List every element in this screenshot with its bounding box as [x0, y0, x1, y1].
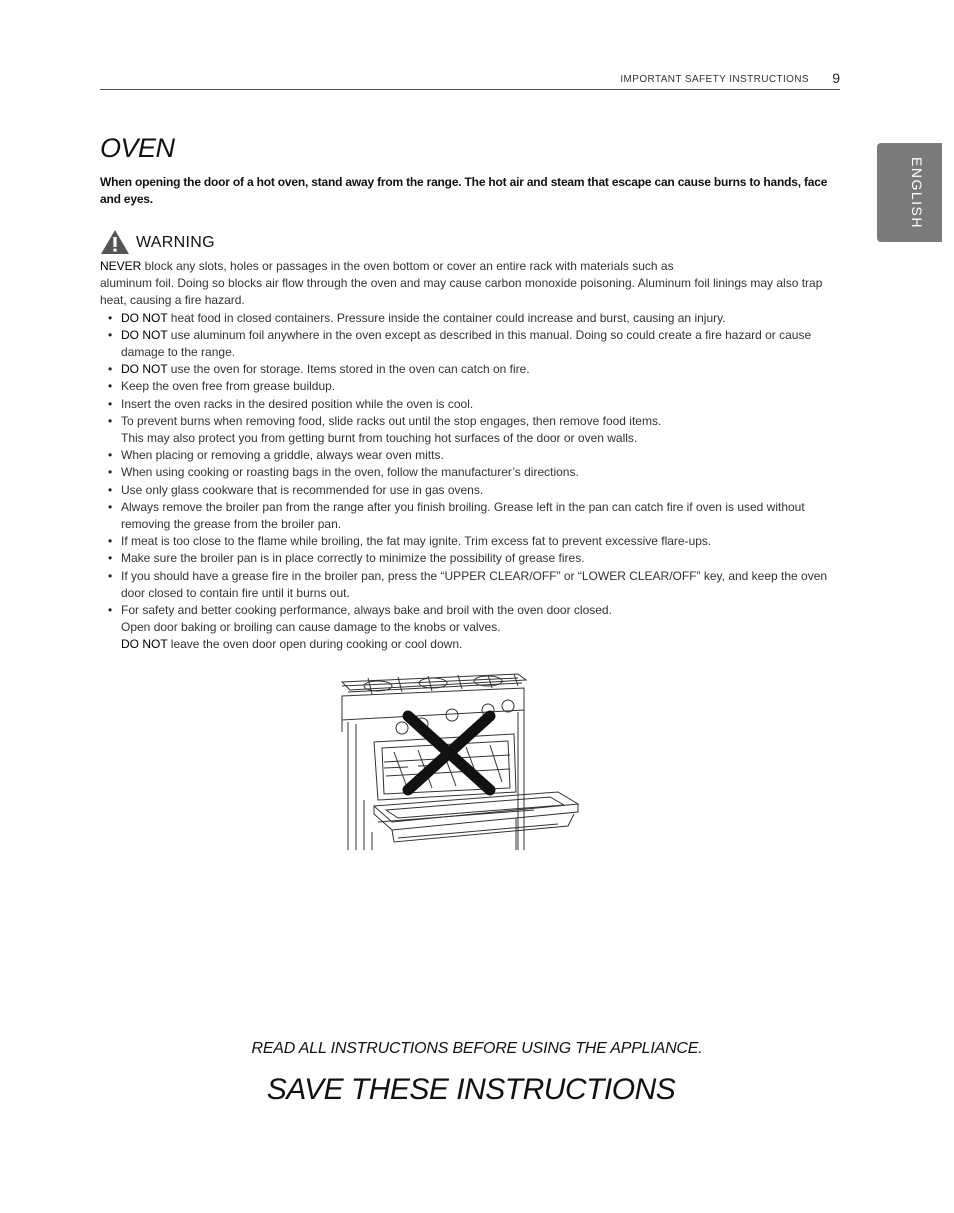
- prohibited-x-icon: [338, 672, 582, 850]
- page-header: [100, 72, 840, 90]
- do-not-keyword: DO NOT: [121, 310, 168, 325]
- bullet-text-line2: This may also protect you from getting burnt from touching hot surfaces of the door or oven walls.: [121, 431, 638, 446]
- list-item: [100, 413, 840, 447]
- warning-body: [100, 258, 840, 654]
- list-item: [100, 568, 840, 602]
- list-item: [100, 361, 840, 378]
- bullet-text: Make sure the broiler pan is in place correctly to minimize the possibility of grease fires.: [121, 551, 585, 566]
- bullet-text-line2: Open door baking or broiling can cause damage to the knobs or valves.: [121, 620, 501, 635]
- list-item: [100, 310, 840, 327]
- bullet-text: heat food in closed containers. Pressure inside the container could increase and burst, causing an injury.: [167, 310, 726, 325]
- footer-title: SAVE THESE INSTRUCTIONS: [266, 1073, 676, 1106]
- bullet-text: When using cooking or roasting bags in the oven, follow the manufacturer’s directions.: [121, 465, 579, 480]
- bullet-text: Insert the oven racks in the desired position while the oven is cool.: [121, 396, 474, 411]
- warning-label: WARNING: [136, 234, 215, 251]
- list-item: [100, 378, 840, 395]
- bullet-text: If meat is too close to the flame while broiling, the fat may ignite. Trim excess fat to prevent excessive flare-ups.: [121, 534, 712, 549]
- bullet-text: For safety and better cooking performance, always bake and broil with the oven door closed.: [121, 603, 612, 618]
- language-tab-label: ENGLISH: [909, 157, 925, 229]
- never-line2: aluminum foil. Doing so blocks air flow through the oven and may cause carbon monoxide poisoning. Aluminum foil linings may also trap heat, causing a fire hazard.: [100, 276, 823, 308]
- language-tab[interactable]: [877, 143, 942, 242]
- bullet-text: When placing or removing a griddle, always wear oven mitts.: [121, 448, 444, 463]
- list-item: [100, 447, 840, 464]
- bullet-text: Use only glass cookware that is recommended for use in gas ovens.: [121, 482, 484, 497]
- never-keyword: NEVER: [100, 259, 142, 273]
- header-section-label: IMPORTANT SAFETY INSTRUCTIONS: [620, 74, 809, 85]
- list-item: [100, 533, 840, 550]
- section-title: OVEN: [100, 133, 175, 163]
- never-line1: block any slots, holes or passages in the oven bottom or cover an entire rack with materials such as: [141, 259, 674, 273]
- never-paragraph: [100, 258, 840, 310]
- safety-bullet-list: [100, 310, 840, 654]
- bullet-text-line3: leave the oven door open during cooking or cool down.: [167, 637, 463, 652]
- do-not-keyword: DO NOT: [121, 637, 168, 652]
- oven-illustration: [338, 672, 582, 850]
- bullet-text: If you should have a grease fire in the broiler pan, press the “UPPER CLEAR/OFF” or “LOWER CLEAR/OFF” key, and keep the oven door closed to contain fire until it burns out.: [121, 568, 828, 600]
- do-not-keyword: DO NOT: [121, 362, 168, 377]
- list-item: [100, 499, 840, 533]
- bullet-text: To prevent burns when removing food, slide racks out until the stop engages, then remove food items.: [121, 413, 662, 428]
- list-item: [100, 550, 840, 567]
- list-item: [100, 602, 840, 654]
- do-not-keyword: DO NOT: [121, 327, 168, 342]
- list-item: [100, 396, 840, 413]
- list-item: [100, 327, 840, 361]
- footer-note: READ ALL INSTRUCTIONS BEFORE USING THE APPLIANCE.: [251, 1040, 703, 1057]
- intro-paragraph: When opening the door of a hot oven, stand away from the range. The hot air and steam that escape can cause burns to hands, face and eyes.: [100, 175, 828, 206]
- warning-triangle-icon: [100, 229, 130, 255]
- bullet-text: Always remove the broiler pan from the range after you finish broiling. Grease left in the pan can catch fire if oven is used without removing the grease from the broiler pan.: [121, 499, 805, 532]
- bullet-text: use aluminum foil anywhere in the oven except as described in this manual. Doing so could create a fire hazard or cause damage to the range.: [121, 327, 812, 360]
- list-item: [100, 482, 840, 499]
- page-number: 9: [832, 70, 840, 86]
- list-item: [100, 464, 840, 481]
- bullet-text: use the oven for storage. Items stored in the oven can catch on fire.: [167, 362, 530, 377]
- bullet-text: Keep the oven free from grease buildup.: [121, 379, 336, 394]
